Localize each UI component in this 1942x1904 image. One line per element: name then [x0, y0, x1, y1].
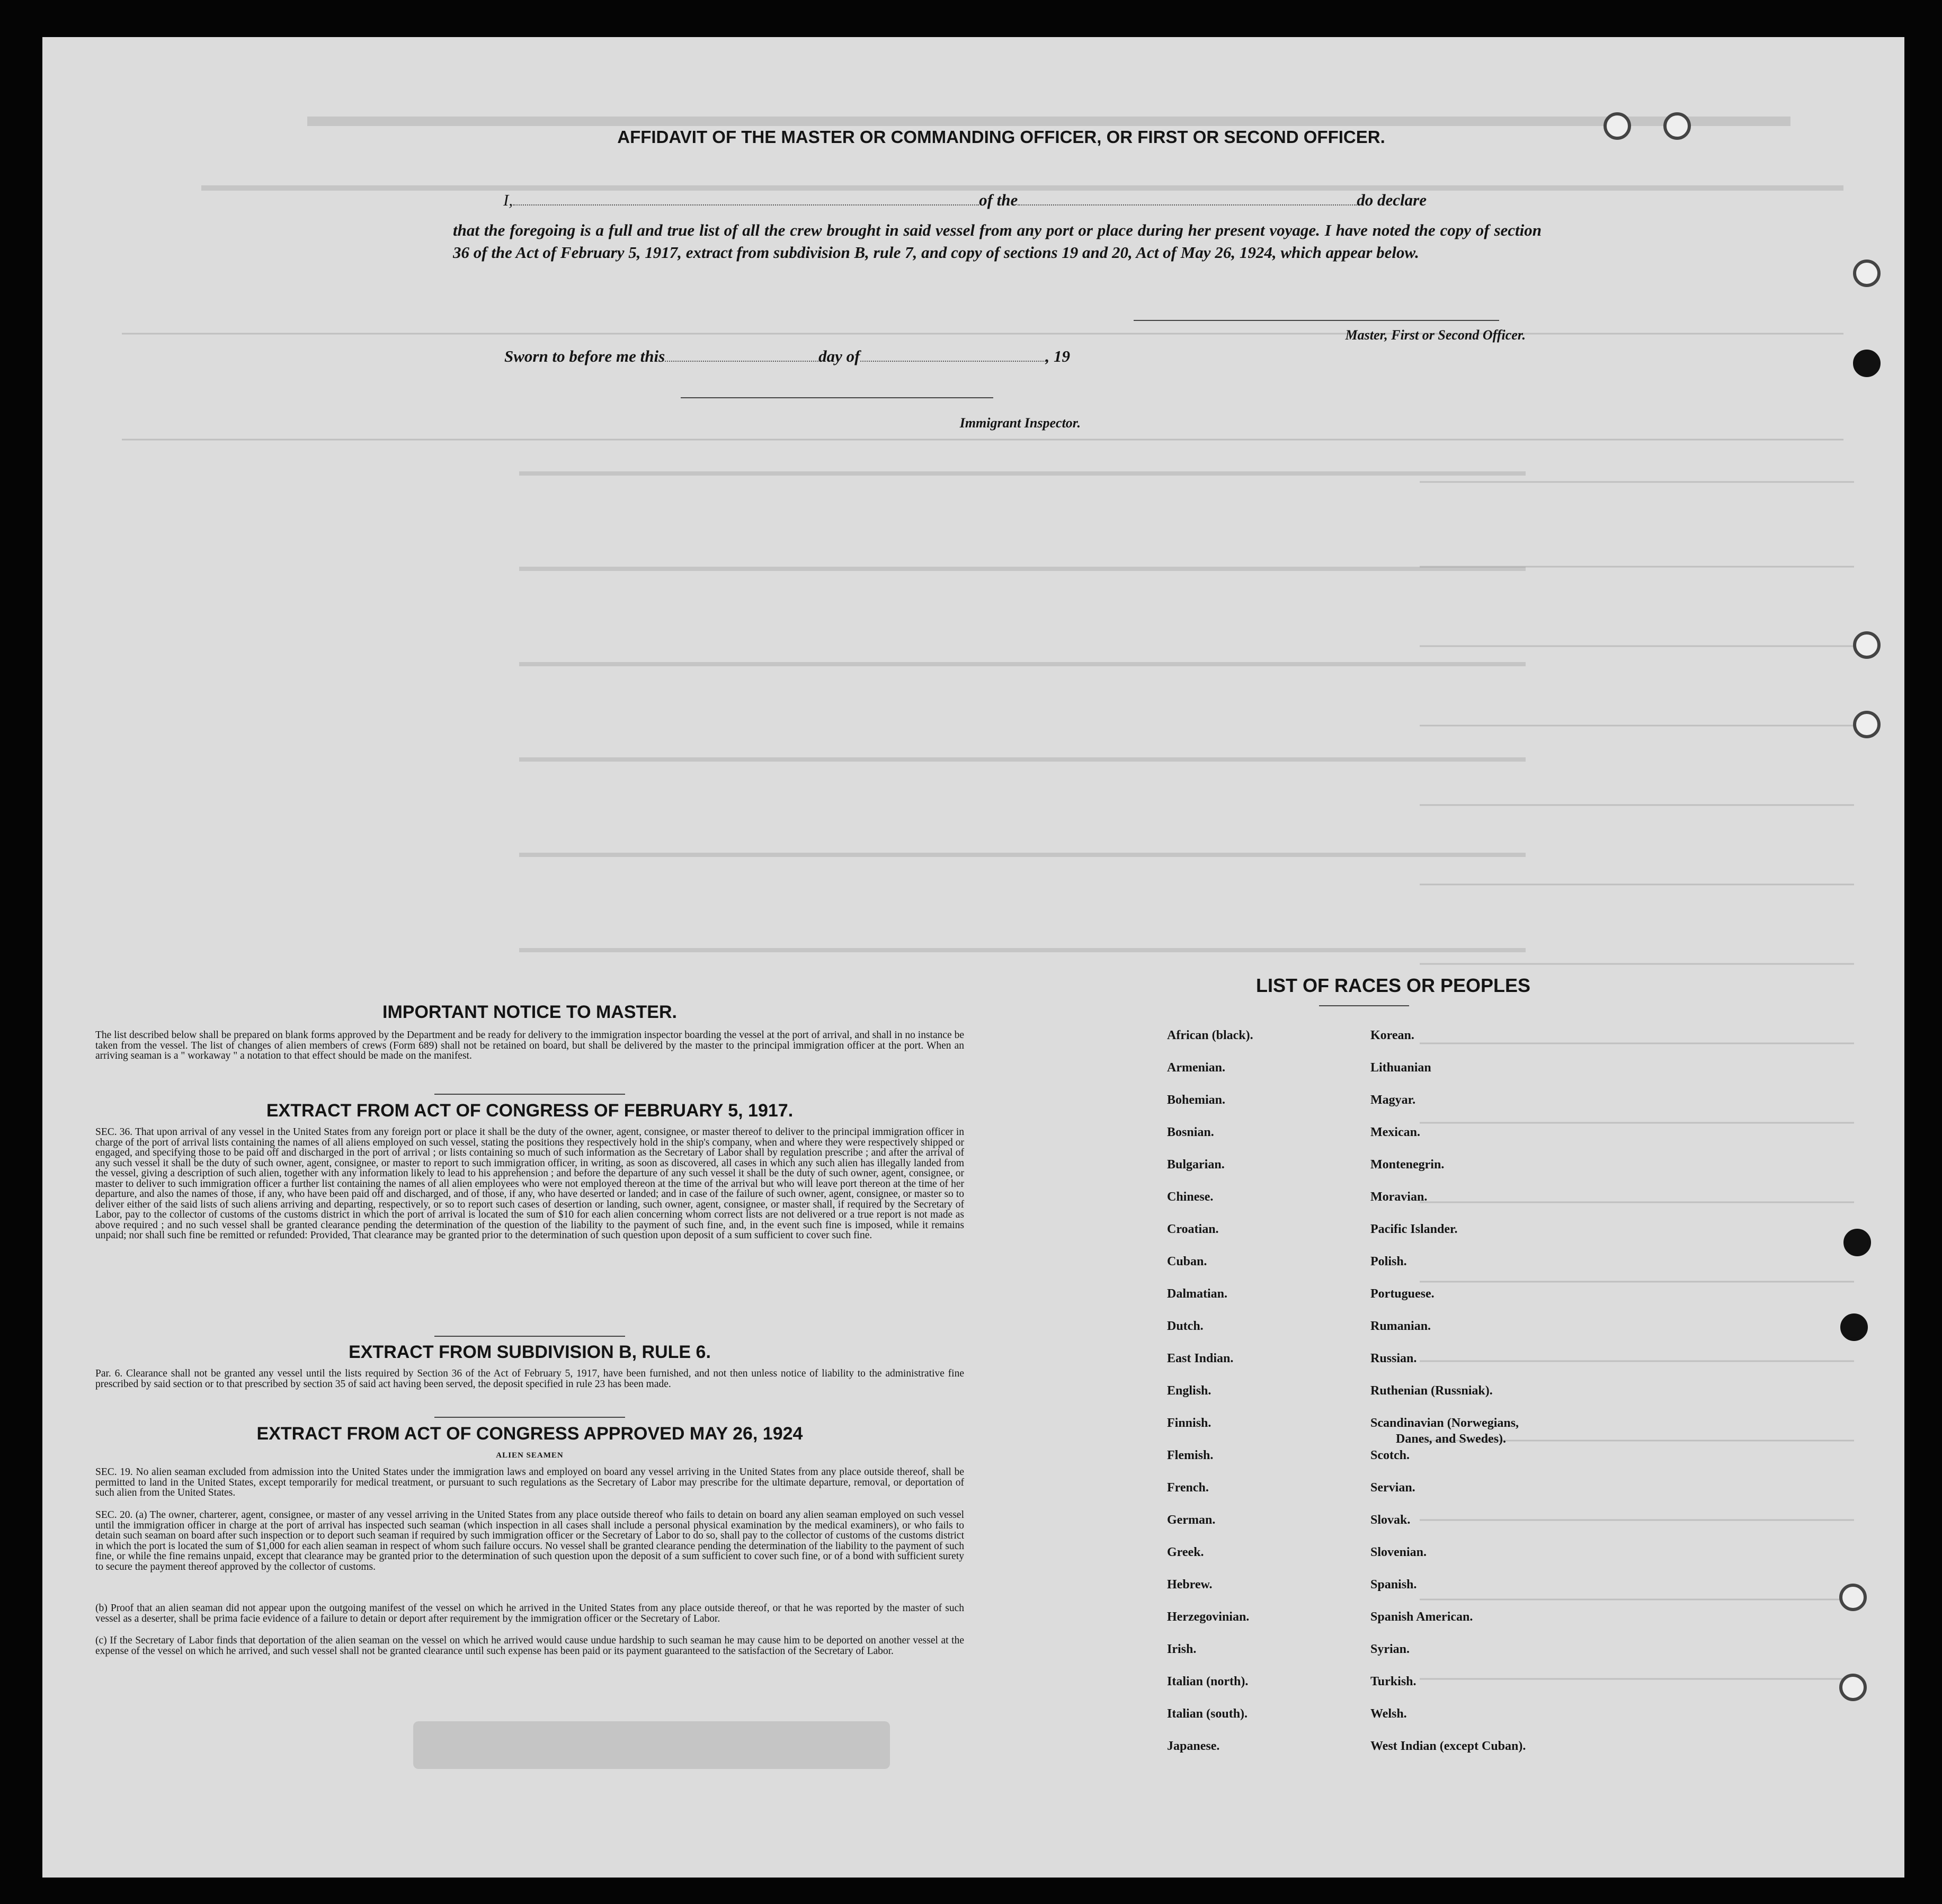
race-item: Dutch.	[1167, 1319, 1204, 1333]
race-item: Cuban.	[1167, 1255, 1207, 1268]
punch-hole	[1604, 112, 1631, 140]
race-item: Italian (south).	[1167, 1707, 1248, 1721]
sworn-day-field[interactable]	[665, 361, 818, 362]
race-item: Slovenian.	[1370, 1545, 1427, 1559]
affidavit-of-the-label: of the	[979, 191, 1018, 209]
punch-hole	[1853, 711, 1881, 738]
sec-20a-text: SEC. 20. (a) The owner, charterer, agent, consignee, or master of any vessel arriving in the United States from any place outside thereof who fails to detain on board any alien seaman employed on such vessel until the immigration officer in charge at the port of arrival has inspected such seaman (which inspection in all cases shall include a personal physical examination by the medical examiners), or who fails to detain such seaman on board after such inspection or to deport such seaman if required by such immigration officer or the Secretary of Labor to do so, shall pay to the collector of customs of the customs district in which the port is located the sum of $1,000 for each alien seaman in respect of whom such failure occurs. No vessel shall be granted clearance pending the determination of the liability to the payment of such fine, or while the fine remains unpaid, except that clearance may be granted prior to the determination of such question upon the deposit of a sum sufficient to cover such fine, or of a bond with sufficient surety to secure the payment thereof approved by the collector of customs.	[95, 1509, 964, 1572]
punch-hole	[1663, 112, 1691, 140]
affidavit-do-declare-label: do declare	[1357, 191, 1427, 209]
punch-hole	[1840, 1313, 1868, 1341]
race-item: Welsh.	[1370, 1707, 1407, 1721]
inspector-label: Immigrant Inspector.	[959, 415, 1081, 431]
divider	[434, 1336, 625, 1337]
race-item: African (black).	[1167, 1029, 1253, 1042]
race-item: English.	[1167, 1384, 1211, 1398]
punch-hole	[1853, 350, 1881, 377]
divider	[434, 1094, 625, 1095]
race-item: Armenian.	[1167, 1061, 1225, 1075]
punch-hole	[1843, 1229, 1871, 1256]
sworn-prefix: Sworn to before me this	[504, 347, 665, 365]
race-item: Finnish.	[1167, 1416, 1211, 1430]
race-item: Lithuanian	[1370, 1061, 1431, 1075]
extract-rule6-text: Par. 6. Clearance shall not be granted any vessel until the lists required by Section 36 of the Act of February 5, 1917, have been furnished, and not then unless notice of liability to the administrative fine prescribed by said section or to that prescribed by section 35 of said act having been served, the deposit specified in rule 23 has been made.	[95, 1368, 964, 1390]
race-item: Mexican.	[1370, 1125, 1420, 1139]
race-item: Hebrew.	[1167, 1578, 1213, 1592]
punch-hole	[1853, 260, 1881, 287]
race-item: East Indian.	[1167, 1352, 1234, 1365]
sec-19-text: SEC. 19. No alien seaman excluded from admission into the United States under the immigration laws and employed on board any vessel arriving in the United States from any place outside thereof, shall be permitted to land in the United States, except temporarily for medical treatment, or pursuant to such regulations as the Secretary of Labor may prescribe for the ultimate departure, removal, or deportation of such alien from the United States.	[95, 1467, 964, 1498]
master-signature-label: Master, First or Second Officer.	[1345, 327, 1526, 343]
divider	[434, 1417, 625, 1418]
race-item: French.	[1167, 1481, 1209, 1495]
race-item: Irish.	[1167, 1642, 1197, 1656]
race-item: Bohemian.	[1167, 1093, 1226, 1107]
race-item: Dalmatian.	[1167, 1287, 1227, 1301]
race-item: Turkish.	[1370, 1675, 1417, 1688]
race-item: West Indian (except Cuban).	[1370, 1739, 1526, 1753]
race-item: Spanish.	[1370, 1578, 1417, 1592]
inspector-signature-line[interactable]	[681, 397, 993, 398]
extract-1917-text: SEC. 36. That upon arrival of any vessel in the United States from any foreign port or place it shall be the duty of the owner, agent, consignee, or master thereof to deliver to the principal immigration officer in charge of the port of arrival lists containing the names of all aliens employed on such vessel, stating the positions they respectively hold in the ship's company, when and where they were respectively shipped or engaged, and specifying those to be paid off and discharged in the port of arrival ; or lists containing so much of such information as the Secretary of Labor shall by regulation prescribe ; and after the arrival of any such vessel it shall be the duty of such owner, agent, consignee, or master to report to such immigration officer, in writing, as soon as discovered, all cases in which any such alien has illegally landed from the vessel, giving a description of such alien, together with any information likely to lead to his apprehension ; and before the departure of any such vessel it shall be the duty of such owner, agent, consignee, or master to deliver to such immigration officer a further list containing the names of all alien employees who were not employed thereon at the time of the arrival but who will leave port thereon at the time of her departure, and also the names of those, if any, who have been paid off and discharged, and of those, if any, who have deserted or landed; and in case of the failure of such owner, agent, consignee, or master so to deliver either of the said lists of such aliens arriving and departing, respectively, or so to report such cases of desertion or landing, such owner, agent, consignee, or master shall, if required by the Secretary of Labor, pay to the collector of customs of the customs district in which the port of arrival is located the sum of $10 for each alien concerning whom correct lists are not delivered or a true report is not made as above required ; and no such vessel shall be granted clearance pending the determination of the question of the liability to the payment of such fine, and, in the event such fine is imposed, while it remains unpaid; nor shall such fine be remitted or refunded: Provided, That clearance may be granted prior to the determination of such question upon deposit of a sum sufficient to cover such fine.	[95, 1127, 964, 1241]
race-item: Slovak.	[1370, 1513, 1411, 1527]
race-item: Greek.	[1167, 1545, 1204, 1559]
race-item: Japanese.	[1167, 1739, 1220, 1753]
punch-hole	[1839, 1674, 1867, 1701]
vessel-field[interactable]	[1018, 204, 1357, 205]
sworn-month-field[interactable]	[860, 361, 1046, 362]
race-item: Flemish.	[1167, 1449, 1214, 1462]
name-field[interactable]	[513, 204, 979, 205]
race-item: Croatian.	[1167, 1222, 1219, 1236]
race-item: German.	[1167, 1513, 1216, 1527]
affidavit-i-label: I,	[503, 191, 513, 209]
race-item: Syrian.	[1370, 1642, 1410, 1656]
race-item: Spanish American.	[1370, 1610, 1473, 1624]
race-item: Herzegovinian.	[1167, 1610, 1250, 1624]
race-item: Portuguese.	[1370, 1287, 1435, 1301]
notice-text: The list described below shall be prepared on blank forms approved by the Department and be ready for delivery to the immigration inspector boarding the vessel at the port of arrival, and shall in no instance be taken from the vessel. The list of changes of alien members of crews (Form 689) shall not be retained on board, but shall be delivered by the master to the principal immigration officer at the port. When an arriving seaman is a " workaway " a notation to that effect should be made on the manifest.	[95, 1030, 964, 1061]
punch-hole	[1839, 1584, 1867, 1611]
extract-1924-title: EXTRACT FROM ACT OF CONGRESS APPROVED MAY 26, 1924	[256, 1424, 803, 1444]
punch-hole	[1853, 631, 1881, 659]
race-item: Danes, and Swedes).	[1396, 1432, 1507, 1446]
affidavit-body: that the foregoing is a full and true list of all the crew brought in said vessel from any port or place during her present voyage. I have noted the copy of section 36 of the Act of February 5, 1917, extract from subdivision B, rule 7, and copy of sections 19 and 20, Act of May 26, 1924, which appear below.	[453, 221, 1542, 262]
races-title: LIST OF RACES OR PEOPLES	[1255, 975, 1531, 996]
sec-20b-text: (b) Proof that an alien seaman did not appear upon the outgoing manifest of the vessel on which he arrived in the United States from any place outside thereof, or that he was reported by the master of such vessel as a deserter, shall be prima facie evidence of a failure to detain or deport after requirement by the immigration officer or the Secretary of Labor.	[95, 1603, 964, 1624]
race-item: Russian.	[1370, 1352, 1417, 1365]
race-item: Bulgarian.	[1167, 1158, 1225, 1172]
race-item: Magyar.	[1370, 1093, 1416, 1107]
race-item: Polish.	[1370, 1255, 1407, 1268]
race-item: Italian (north).	[1167, 1675, 1249, 1688]
race-item: Rumanian.	[1370, 1319, 1431, 1333]
extract-1924-subtitle: ALIEN SEAMEN	[496, 1451, 564, 1460]
sworn-day-of: day of	[818, 347, 860, 365]
bleed-through-background	[42, 37, 1904, 1878]
race-item: Servian.	[1370, 1481, 1415, 1495]
extract-1917-title: EXTRACT FROM ACT OF CONGRESS OF FEBRUARY 5, 1917.	[266, 1101, 794, 1121]
divider	[1319, 1005, 1409, 1006]
race-item: Scotch.	[1370, 1449, 1410, 1462]
extract-rule6-title: EXTRACT FROM SUBDIVISION B, RULE 6.	[349, 1342, 711, 1362]
notice-title: IMPORTANT NOTICE TO MASTER.	[382, 1002, 677, 1022]
race-item: Moravian.	[1370, 1190, 1428, 1204]
sec-20c-text: (c) If the Secretary of Labor finds that deportation of the alien seaman on the vessel on which he arrived would cause undue hardship to such seaman he may cause him to be deported on another vessel at the expense of the vessel on which he arrived, and such vessel shall not be granted clearance until such expense has been paid or its payment guaranteed to the satisfaction of the Secretary of Labor.	[95, 1635, 964, 1657]
affidavit-declaration-line	[503, 191, 1573, 210]
master-signature-line[interactable]	[1134, 320, 1499, 321]
race-item: Korean.	[1370, 1029, 1414, 1042]
race-item: Pacific Islander.	[1370, 1222, 1458, 1236]
race-item: Montenegrin.	[1370, 1158, 1445, 1172]
race-item: Scandinavian (Norwegians,	[1370, 1416, 1519, 1430]
document-page	[42, 37, 1904, 1878]
race-item: Chinese.	[1167, 1190, 1214, 1204]
race-item: Ruthenian (Russniak).	[1370, 1384, 1493, 1398]
sworn-line	[504, 347, 1193, 366]
race-item: Bosnian.	[1167, 1125, 1214, 1139]
affidavit-title: AFFIDAVIT OF THE MASTER OR COMMANDING OFFICER, OR FIRST OR SECOND OFFICER.	[617, 127, 1385, 147]
sworn-year: , 19	[1045, 347, 1070, 365]
